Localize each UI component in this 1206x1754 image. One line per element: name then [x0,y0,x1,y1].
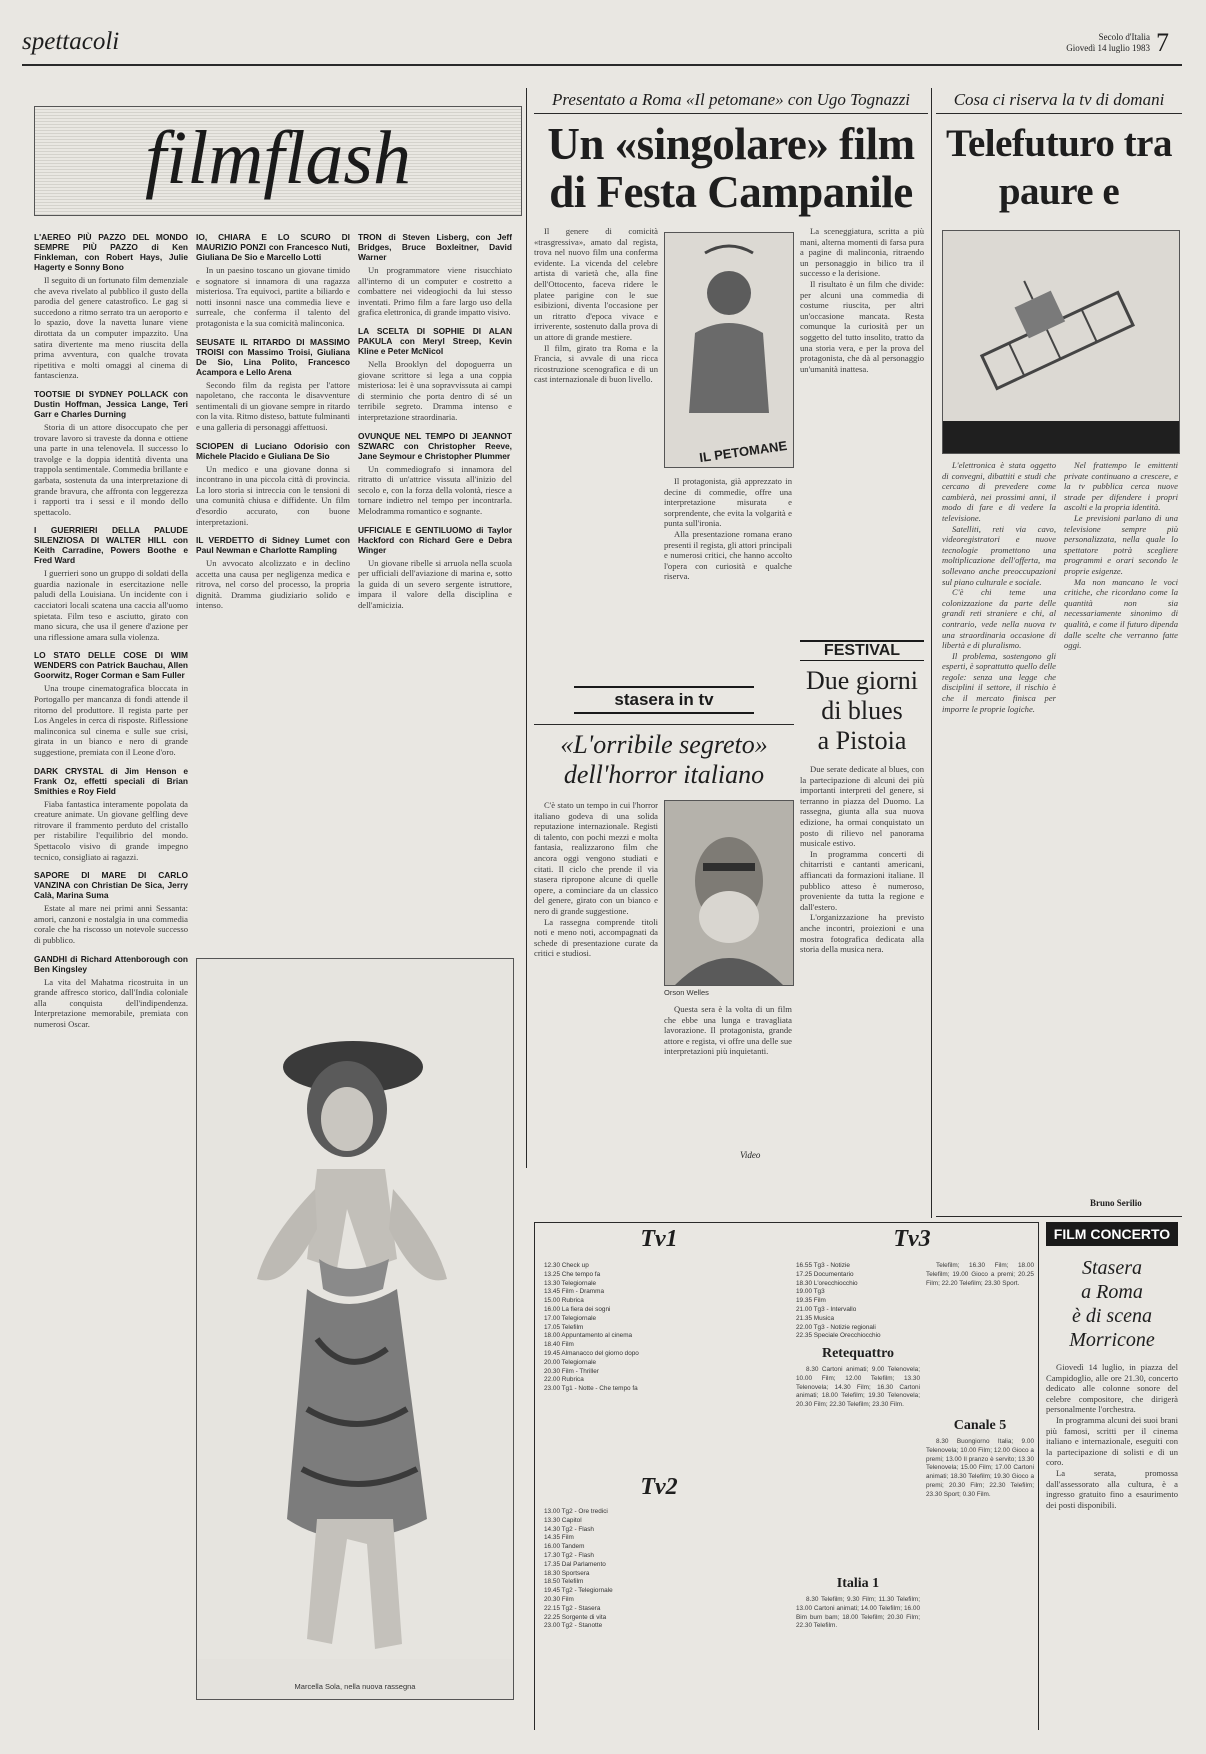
festival-headline: Due giorni di blues a Pistoia [806,666,918,755]
review-heading: GANDHI di Richard Attenborough con Ben Kingsley [34,953,188,974]
telefuturo-headline: Telefuturo tra paure e [946,122,1172,213]
review-text: I guerrieri sono un gruppo di soldati della guardia nazionale in esercitazione nelle paludi della Louisiana. Un incidente con i cacciatori locali scatena una caccia all'uomo spietata. Film teso e asciutto, girato con mano sicura, che usa il genere d'azione per una riflessione amara sulla violenza. [34,568,188,642]
tv1-title: Tv1 [640,1226,678,1252]
paper-name: Secolo d'Italia [1098,32,1150,42]
review-heading: SEUSATE IL RITARDO DI MASSIMO TROISI con Massimo Troisi, Giuliana De Sio, Lina Polito, Francesco Acampora e Lello Arena [196,336,350,377]
review-heading: LO STATO DELLE COSE DI WIM WENDERS con Patrick Bauchau, Allen Goorwitz, Roger Corman e Sam Fuller [34,650,188,681]
review-heading: IL VERDETTO di Sidney Lumet con Paul Newman e Charlotte Rampling [196,535,350,556]
satellite-photo [942,230,1180,454]
petomane-rule [534,113,928,114]
satellite-illustration [943,231,1179,453]
review-text: Nella Brooklyn del dopoguerra un giovane scrittore si lega a una coppia misteriosa: lei è una sopravvissuta ai campi di sterminio che porta dentro di sé un terribile segreto. Dramma intenso e interpretazione straordinaria. [358,358,512,422]
telefuturo-column-2: Nel frattempo le emittenti private continuano a crescere, e la tv pubblica cerca nuove strade per difendere i propri ascolti e la propria identità. Le previsioni parlano di una televisione sempre più personalizzata, nella quale lo spettatore potrà scegliere programmi e orari secondo le proprie esigenze. Ma non mancano le voci critiche, che ricordano come la quantità non sia necessariamente sinonimo di qualità, e come il futuro dipenda dalle scelte che verranno fatte oggi. [1064,460,1178,651]
review-text: Il seguito di un fortunato film demenziale che aveva rivelato al pubblico il gusto della parodia del genere catastrofico. Le gag si succedono a ritmo serrato tra un aeroporto e lo spazio, dove la navetta lunare viene dirottata da un computer impazzito. Una satira divertente ma meno riuscita della prima avventura, con qualche trovata ripetitiva e molti omaggi al cinema di fantascienza. [34,275,188,381]
tv-box-top [534,1222,1039,1223]
review-text: Una troupe cinematografica bloccata in Portogallo per mancanza di fondi attende il ritorno del produttore. Il regista parte per Los Angeles in cerca di risposte. Riflessione malinconica sul cinema e sulle sue crisi, girata in un bianco e nero di grande suggestione, premiata con il Leone d'oro. [34,683,188,757]
italia1-listing: 8.30 Telefilm; 9.30 Film; 11.30 Telefilm; 13.00 Cartoni animati; 14.00 Telefilm; 16.00 Bim bum bam; 18.00 Telefilm; 20.30 Film; 22.30 Telefilm. [796,1596,920,1630]
welles-photo [664,800,794,986]
vertical-rule [526,88,527,1168]
divider [534,724,794,725]
issue-date: Giovedì 14 luglio 1983 [1066,43,1150,53]
review-heading: IO, CHIARA E LO SCURO DI MAURIZIO PONZI con Francesco Nuti, Giuliana De Sio e Marcello Lotti [196,232,350,262]
filmflash-column-3 [358,224,512,949]
review-text: Un medico e una giovane donna si incontrano in una piccola città di provincia. La loro storia si intreccia con le tensioni di una comunità chiusa e diffidente. Un film d'esordio accurato, con buone interpretazioni. [196,463,350,527]
petomane-kicker: Presentato a Roma «Il petomane» con Ugo Tognazzi [551,90,911,109]
tv-box-left [534,1222,535,1730]
review-text: Fiaba fantastica interamente popolata da creature animate. Un giovane gelfling deve ritrovare il frammento perduto del cristallo per ristabilire l'equilibrio del mondo. Spettacolo visivo di grande impegno tecnico, consigliato ai ragazzi. [34,798,188,862]
photo-caption: Marcella Sola, nella nuova rassegna [294,1682,416,1691]
review-heading: L'AEREO PIÙ PAZZO DEL MONDO SEMPRE PIÙ PAZZO di Ken Finkleman, con Robert Hays, Julie Hagerty e Sonny Bono [34,232,188,272]
actress-photo [196,958,514,1700]
poster-title: IL PETOMANE [698,437,788,466]
telefuturo-signature: Bruno Serilio [1090,1198,1142,1208]
tv2-listing: 13.00 Tg2 - Ore tredici 13.30 Capitol 14.30 Tg2 - Flash 14.35 Film 16.00 Tandem 17.30 Tg2 - Flash 17.35 Dal Parlamento 18.30 Sportsera 18.50 Telefilm 19.45 Tg2 - Telegiornale 20.30 Film 22.15 Tg2 - Stasera 22.25 Sorgente di vita 23.00 Tg2 - Stanotte [544,1508,613,1630]
retequattro-listing: 8.30 Cartoni animati; 9.00 Telenovela; 10.00 Film; 12.00 Telefilm; 13.30 Telenovela; 14.30 Film; 16.30 Cartoni animati; 18.00 Telefilm; 19.30 Telenovela; 20.30 Film; 22.30 Telefilm; 23.30 Film. [796,1366,920,1409]
tv3-title: Tv3 [893,1226,931,1252]
review-heading: SAPORE DI MARE DI CARLO VANZINA con Christian De Sica, Jerry Calà, Marina Suma [34,870,188,901]
header-rule [22,64,1182,66]
filmflash-banner [34,106,522,216]
poster-illustration [665,233,793,433]
italia1-title: Italia 1 [836,1576,880,1591]
portrait [665,801,793,985]
page-number: 7 [1156,28,1169,57]
tv3-listing: 16.55 Tg3 - Notizie 17.25 Documentario 18.30 L'orecchiocchio 19.00 Tg3 19.35 Film 21.00 Tg3 - Intervallo 21.35 Musica 22.00 Tg3 - Notizie regionali 22.35 Speciale Orecchiocchio [796,1262,881,1340]
vertical-rule [931,88,932,1218]
review-heading: TOOTSIE DI SYDNEY POLLACK con Dustin Hoffman, Jessica Lange, Teri Garr e Charles Durning [34,388,188,419]
petomane-column-3: La sceneggiatura, scritta a più mani, alterna momenti di farsa pura a pagine di malinconia, ritraendo un personaggio in bilico tra il successo e la derisione. Il risultato è un film che divide: per alcuni una commedia di costume riuscita, per altri un'occasione mancata. Resta comunque la curiosità per un soggetto del tutto insolito, tratto da una storia vera, e per la prova del protagonista, che dà al personaggio un'umanità inattesa. [800,226,924,374]
stasera-column-2: Questa sera è la volta di un film che ebbe una lunga e travagliata lavorazione. Il protagonista, grande attore e regista, vi offre una delle sue interpretazioni più inquietanti. [664,1004,792,1057]
retequattro-title: Retequattro [821,1346,895,1361]
review-heading: UFFICIALE E GENTILUOMO di Taylor Hackford con Richard Gere e Debra Winger [358,524,512,555]
review-heading: TRON di Steven Lisberg, con Jeff Bridges, Bruce Boxleitner, David Warner [358,232,512,262]
petomane-poster [664,232,794,468]
section-title: spettacoli [22,28,120,55]
review-text: Un avvocato alcolizzato e in declino accetta una causa per negligenza medica e ritrova, nel corso del processo, la propria dignità. Dramma giudiziario solido e intenso. [196,558,350,611]
review-text: Secondo film da regista per l'attore napoletano, che racconta le disavventure sentimentali di un giovane sempre in ritardo con la vita. Ritmo disteso, battute fulminanti e una galleria di personaggi affettuosi. [196,379,350,432]
telefuturo-column-1: L'elettronica è stata oggetto di convegni, dibattiti e studi che cercano di prevedere come cambierà, nei prossimi anni, il modo di fare e di vedere la televisione. Satelliti, reti via cavo, videoregistratori e nuove tecnologie promettono una moltiplicazione dell'offerta, ma sollevano anche preoccupazioni sul piano culturale e sociale. C'è chi teme una colonizzazione da parte delle grandi reti straniere e chi, al contrario, vede nella nuova tv una straordinaria occasione di libertà e di pluralismo. Il problema, sostengono gli esperti, è soprattutto quello delle regole: senza una legge che disciplini il settore, il rischio è che il mercato finisca per imporre le proprie logiche. [942,460,1056,714]
festival-label: FESTIVAL [800,640,924,661]
divider [936,1216,1182,1217]
canale5-title: Canale 5 [953,1418,1007,1433]
telefuturo-kicker: Cosa ci riserva la tv di domani [953,90,1165,109]
review-heading: LA SCELTA DI SOPHIE DI ALAN PAKULA con Meryl Streep, Kevin Kline e Peter McNicol [358,325,512,356]
tv1-listing: 12.30 Check up 13.25 Che tempo fa 13.30 Telegiornale 13.45 Film - Dramma 15.00 Rubrica 16.00 La fiera dei sogni 17.00 Telegiornale 17.05 Telefilm 18.00 Appuntamento al cinema 18.40 Film 19.45 Almanacco del giorno dopo 20.00 Telegiornale 20.30 Film - Thriller 22.00 Rubrica 23.00 Tg1 - Notte - Che tempo fa [544,1262,639,1393]
petomane-column-2: Il protagonista, già apprezzato in decine di commedie, offre una interpretazione misurata e sorprendente, che evita la volgarità e punta sull'ironia. Alla presentazione romana erano presenti il regista, gli attori principali e numerosi critici, che hanno accolto l'opera con curiosità e qualche riserva. [664,476,792,582]
review-text: In un paesino toscano un giovane timido e sognatore si innamora di una ragazza misteriosa. Tra equivoci, partite a biliardo e notti insonni nasce una commedia lieve e surreale, che conferma il talento del protagonista e la sua comicità malinconica. [196,265,350,328]
filmflash-title: filmflash [144,116,412,200]
stasera-signature: Video [740,1150,761,1160]
stasera-headline: «L'orribile segreto» dell'horror italiano [560,730,768,789]
filmflash-column-2 [196,224,350,949]
review-text: Estate al mare nei primi anni Sessanta: amori, canzoni e nostalgia in una commedia corale che ha riscosso un notevole successo di pubblico. [34,903,188,945]
petomane-headline: Un «singolare» film di Festa Campanile [547,119,915,217]
petomane-column-1: Il genere di comicità «trasgressiva», amato dal regista, trova nel nuovo film una conferma evidente. La vicenda del celebre artista di varietà che, alla fine dell'Ottocento, faceva ridere le platee parigine con le sue esibizioni, diventa l'occasione per un ritratto d'epoca vivace e irriverente, sostenuto dalla prova di un attore di grande mestiere. Il film, girato tra Roma e la Francia, si avvale di una ricca ricostruzione scenografica e di un cast internazionale di buon livello. [534,226,658,385]
review-heading: DARK CRYSTAL di Jim Henson e Frank Oz, effetti speciali di Brian Smithies e Roy Field [34,765,188,796]
concerto-headline: Stasera a Roma è di scena Morricone [1069,1257,1155,1351]
stasera-label: stasera in tv [574,686,754,714]
review-text: Un giovane ribelle si arruola nella scuola per ufficiali dell'aviazione di marina e, sotto la guida di un severo sergente istruttore, impara il valore della disciplina e dell'amicizia. [358,557,512,610]
review-heading: SCIOPEN di Luciano Odorisio con Michele Placido e Giuliana De Sio [196,440,350,461]
stasera-column-1: C'è stato un tempo in cui l'horror italiano godeva di una solida reputazione internazionale. Registi di talento, con pochi mezzi e molta fantasia, realizzarono film che ancora oggi vengono studiati e citati. Il ciclo che prende il via stasera ripropone alcune di quelle opere, a cominciare da un classico del genere, girato con un bianco e nero di grande suggestione. La rassegna comprende titoli noti e meno noti, accompagnati da schede di presentazione curate da critici e studiosi. [534,800,658,959]
telefuturo-rule [936,113,1182,114]
review-text: Un programmatore viene risucchiato all'interno di un computer e costretto a combattere nei videogiochi da lui stesso inventati. Primo film a fare largo uso della grafica elettronica, di grande impatto visivo. [358,265,512,318]
masthead-info [1000,32,1150,54]
concerto-column: Giovedì 14 luglio, in piazza del Campidoglio, alle ore 21.30, concerto dedicato alle colonne sonore del celebre compositore, che dirigerà personalmente l'orchestra. In programma alcuni dei suoi brani più famosi, scritti per il cinema italiano e internazionale, eseguiti con la partecipazione di solisti e di un coro. La serata, promossa dall'assessorato alla cultura, è a ingresso gratuito fino a esaurimento dei posti disponibili. [1046,1362,1178,1510]
festival-column: Due serate dedicate al blues, con la partecipazione di alcuni dei più importanti interpreti del genere, si terranno in piazza del Duomo. La rassegna, giunta alla sua nuova edizione, ha ormai conquistato un posto di rilievo nel panorama musicale estivo. In programma concerti di chitarristi e cantanti americani, affiancati da formazioni italiane. Il pubblico atteso è numeroso, proveniente da tutta la regione e dall'estero. L'organizzazione ha previsto anche incontri, proiezioni e una mostra fotografica dedicata alla storia della musica nera. [800,764,924,955]
tv-box-right [1038,1222,1039,1730]
review-text: La vita del Mahatma ricostruita in un grande affresco storico, dall'India coloniale alla conquista dell'indipendenza. Interpretazione memorabile, premiata con numerosi Oscar. [34,976,188,1029]
review-heading: I GUERRIERI DELLA PALUDE SILENZIOSA DI WALTER HILL con Keith Carradine, Powers Boothe e Fred Ward [34,525,188,566]
tv2-title: Tv2 [640,1474,678,1500]
welles-caption: Orson Welles [664,988,709,997]
review-text: Un commediografo si innamora del ritratto di un'attrice vissuta all'inizio del secolo e, con la forza della volontà, riesce a tornare indietro nel tempo per incontrarla. Melodramma romantico e sognante. [358,463,512,516]
concerto-label: FILM CONCERTO [1046,1222,1178,1246]
canale5-listing-top: Telefilm; 16.30 Film; 18.00 Telefilm; 19.00 Gioco a premi; 20.25 Film; 22.20 Telefilm; 23.30 Sport. [926,1262,1034,1287]
canale5-listing: 8.30 Buongiorno Italia; 9.00 Telenovela; 10.00 Film; 12.00 Gioco a premi; 13.00 Il pranzo è servito; 13.30 Telenovela; 15.00 Film; 17.00 Cartoni animati; 18.30 Telefilm; 19.30 Gioco a premi; 20.30 Film; 22.30 Telefilm; 23.30 Sport; 0.30 Film. [926,1438,1034,1498]
filmflash-column-1 [34,224,188,1484]
review-heading: OVUNQUE NEL TEMPO DI JEANNOT SZWARC con Christopher Reeve, Jane Seymour e Christopher Plummer [358,430,512,461]
review-text: Storia di un attore disoccupato che per trovare lavoro si traveste da donna e ottiene una parte in una telenovela. Il successo lo travolge e la doppia identità diventa una trappola sentimentale. Commedia brillante e garbata, sostenuta da una interpretazione di grande bravura, che affronta con leggerezza i rapporti tra i sessi e il mondo dello spettacolo. [34,421,188,517]
actress-figure [197,959,513,1659]
